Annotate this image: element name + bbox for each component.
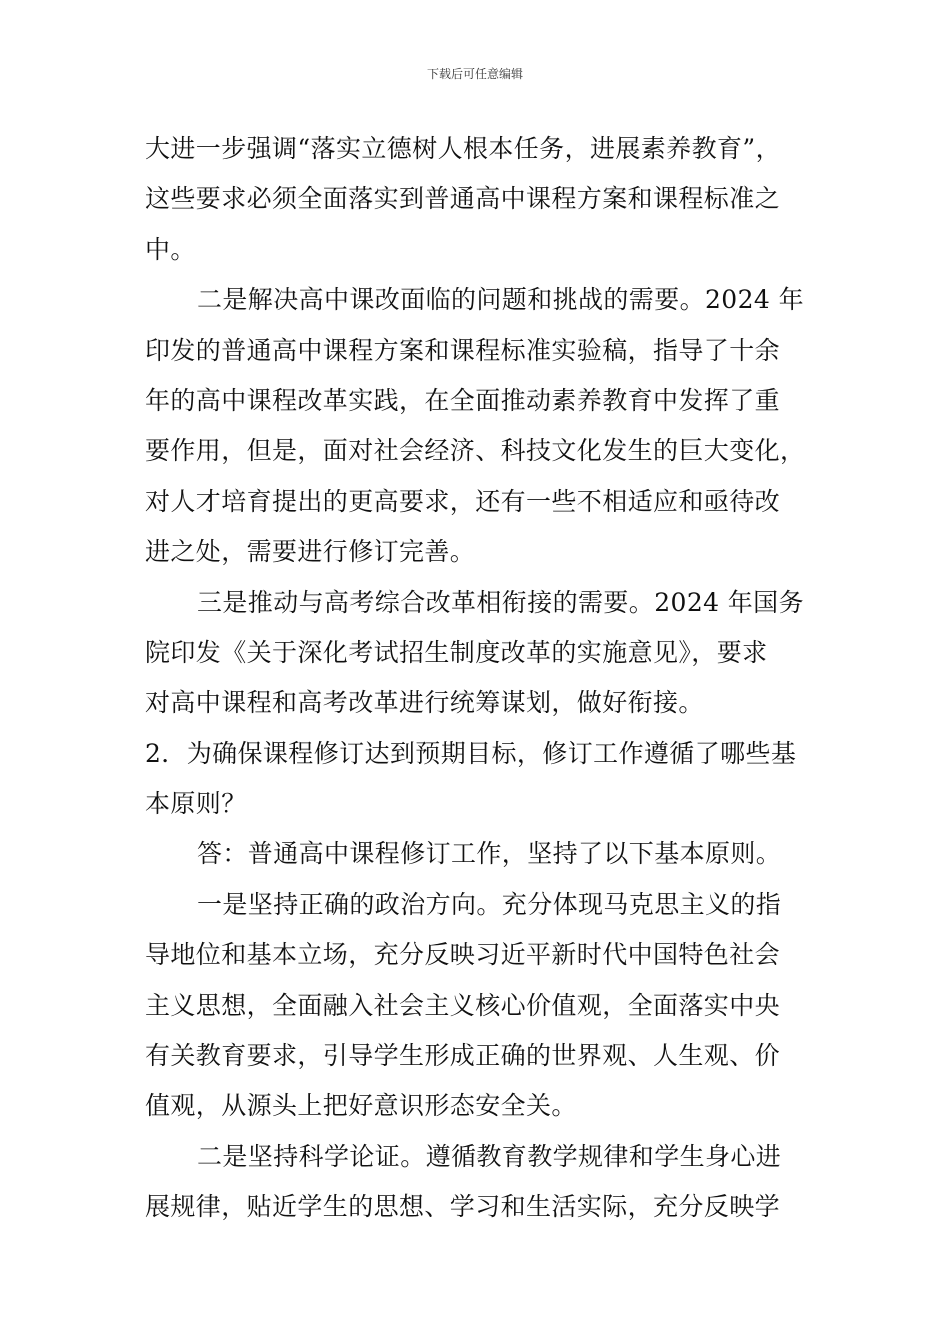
text-line: 对高中课程和高考改革进行统筹谋划，做好衔接。 [145, 688, 704, 718]
page-header: 下载后可任意编辑 [426, 67, 523, 81]
text-line: 印发的普通高中课程方案和课程标准实验稿，指导了十余 [145, 335, 781, 365]
text-line: 对人才培育提出的更高要求，还有一些不相适应和亟待改 [145, 486, 781, 516]
text-line: 一是坚持正确的政治方向。充分体现马克思主义的指 [197, 889, 782, 919]
text-line: 本原则？ [145, 789, 247, 819]
text-line: 答：普通高中课程修订工作，坚持了以下基本原则。 [197, 839, 782, 869]
text-line: 导地位和基本立场，充分反映习近平新时代中国特色社会 [145, 940, 781, 970]
text-line: 年的高中课程改革实践，在全面推动素养教育中发挥了重 [145, 385, 781, 415]
text-line: 二是解决高中课改面临的问题和挑战的需要。2024 年 [197, 285, 804, 315]
text-line: 中。 [145, 234, 196, 264]
text-line: 主义思想，全面融入社会主义核心价值观，全面落实中央 [145, 990, 781, 1020]
text-line: 二是坚持科学论证。遵循教育教学规律和学生身心进 [197, 1141, 782, 1171]
text-line: 三是推动与高考综合改革相衔接的需要。2024 年国务 [197, 587, 804, 617]
document-body [145, 124, 805, 1233]
text-line: 这些要求必须全面落实到普通高中课程方案和课程标准之 [145, 184, 781, 214]
text-line: 有关教育要求，引导学生形成正确的世界观、人生观、价 [145, 1041, 781, 1071]
text-line: 展规律，贴近学生的思想、学习和生活实际，充分反映学 [145, 1192, 781, 1222]
text-line: 2．为确保课程修订达到预期目标，修订工作遵循了哪些基 [145, 738, 797, 768]
text-line: 值观，从源头上把好意识形态安全关。 [145, 1091, 577, 1121]
text-line: 院印发《关于深化考试招生制度改革的实施意见》，要求 [145, 637, 768, 667]
text-line: 要作用，但是，面对社会经济、科技文化发生的巨大变化， [145, 436, 806, 466]
text-line: 进之处，需要进行修订完善。 [145, 537, 476, 567]
text-line: 大进一步强调“落实立德树人根本任务，进展素养教育”， [145, 134, 781, 163]
